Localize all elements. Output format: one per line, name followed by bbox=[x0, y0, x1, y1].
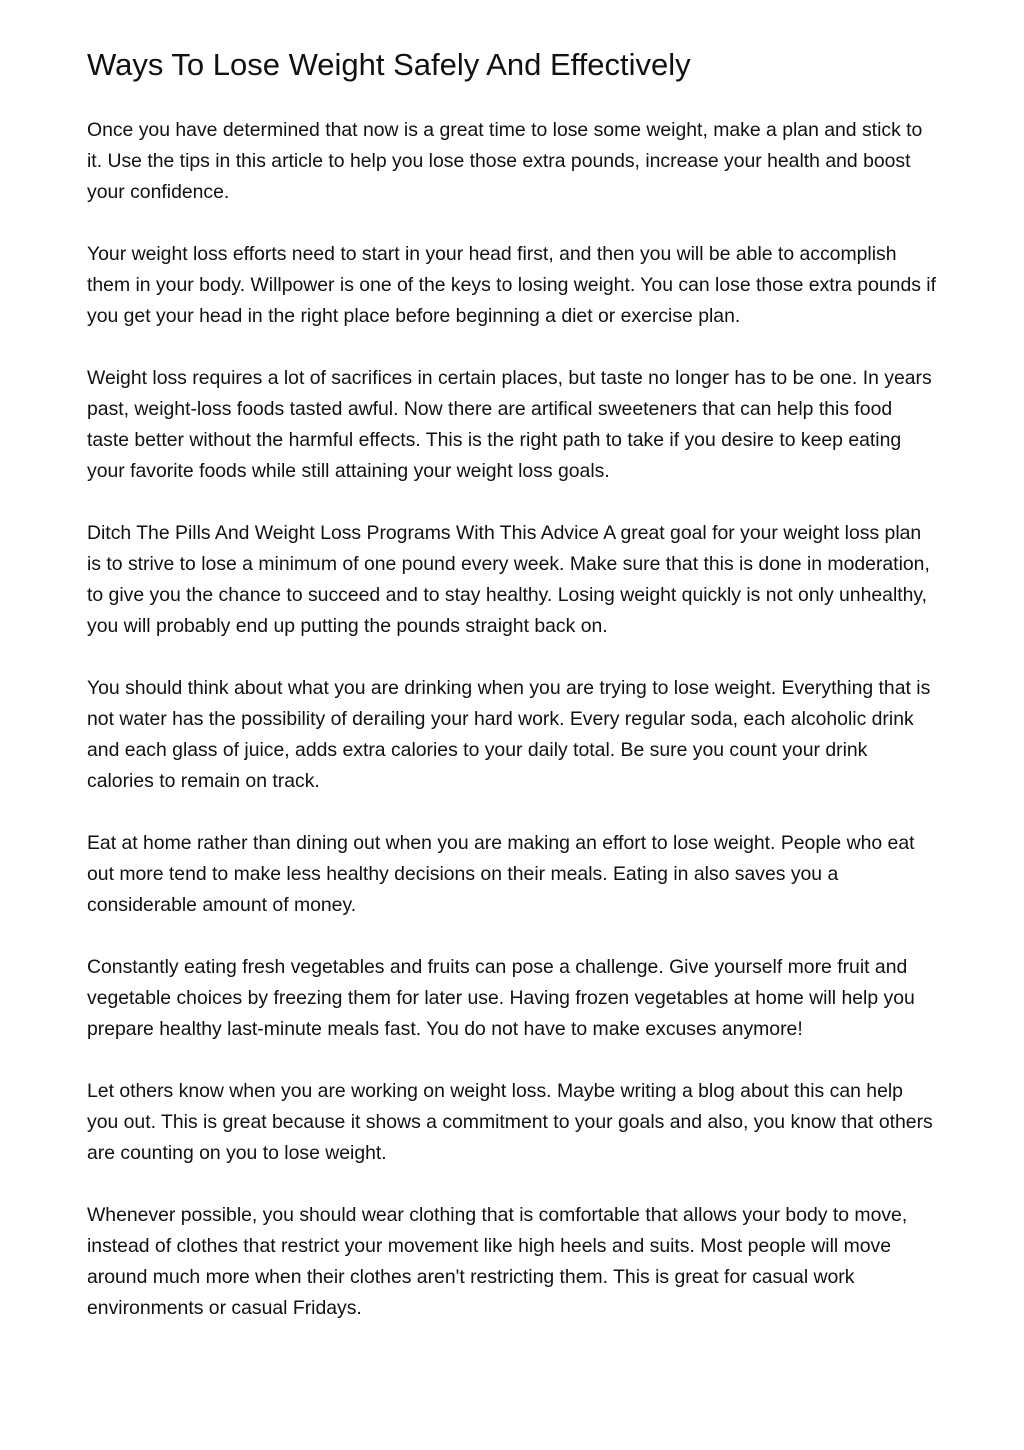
paragraph-3: Weight loss requires a lot of sacrifices in certain places, but taste no longer has to be one. In years past, weight-loss foods tasted awful. Now there are artifical sweeteners that can help this food taste better without the harmful effects. This is the right path to take if you desire to keep eating your favorite foods while still attaining your weight loss goals. bbox=[87, 367, 932, 482]
document-title: Ways To Lose Weight Safely And Effectively bbox=[87, 47, 691, 82]
paragraph-2: Your weight loss efforts need to start in your head first, and then you will be able to accomplish them in your body. Willpower is one of the keys to losing weight. You can lose those extra pounds if you get your head in the right place before beginning a diet or exercise plan. bbox=[87, 243, 937, 327]
paragraph-7: Constantly eating fresh vegetables and fruits can pose a challenge. Give yourself more fruit and vegetable choices by freezing them for later use. Having frozen vegetables at home will help you prepare healthy last-minute meals fast. You do not have to make excuses anymore! bbox=[87, 956, 915, 1040]
paragraph-6: Eat at home rather than dining out when you are making an effort to lose weight. People who eat out more tend to make less healthy decisions on their meals. Eating in also saves you a considerable amount of money. bbox=[87, 832, 915, 916]
paragraph-1: Once you have determined that now is a great time to lose some weight, make a plan and stick to it. Use the tips in this article to help you lose those extra pounds, increase your health and boost your confidence. bbox=[87, 119, 923, 203]
paragraph-9: Whenever possible, you should wear clothing that is comfortable that allows your body to move, instead of clothes that restrict your movement like high heels and suits. Most people will move around much more when their clothes aren't restricting them. This is great for casual work environments or casual Fridays. bbox=[87, 1204, 908, 1319]
paragraph-5: You should think about what you are drinking when you are trying to lose weight. Everything that is not water has the possibility of derailing your hard work. Every regular soda, each alcoholic drink and each glass of juice, adds extra calories to your daily total. Be sure you count your drink calories to remain on track. bbox=[87, 677, 931, 792]
paragraph-8: Let others know when you are working on weight loss. Maybe writing a blog about this can help you out. This is great because it shows a commitment to your goals and also, you know that others are counting on you to lose weight. bbox=[87, 1080, 933, 1164]
article-body bbox=[87, 115, 939, 1324]
document-page bbox=[87, 44, 939, 1355]
paragraph-4: Ditch The Pills And Weight Loss Programs With This Advice A great goal for your weight loss plan is to strive to lose a minimum of one pound every week. Make sure that this is done in moderation, to give you the chance to succeed and to stay healthy. Losing weight quickly is not only unhealthy, you will probably end up putting the pounds straight back on. bbox=[87, 522, 930, 637]
